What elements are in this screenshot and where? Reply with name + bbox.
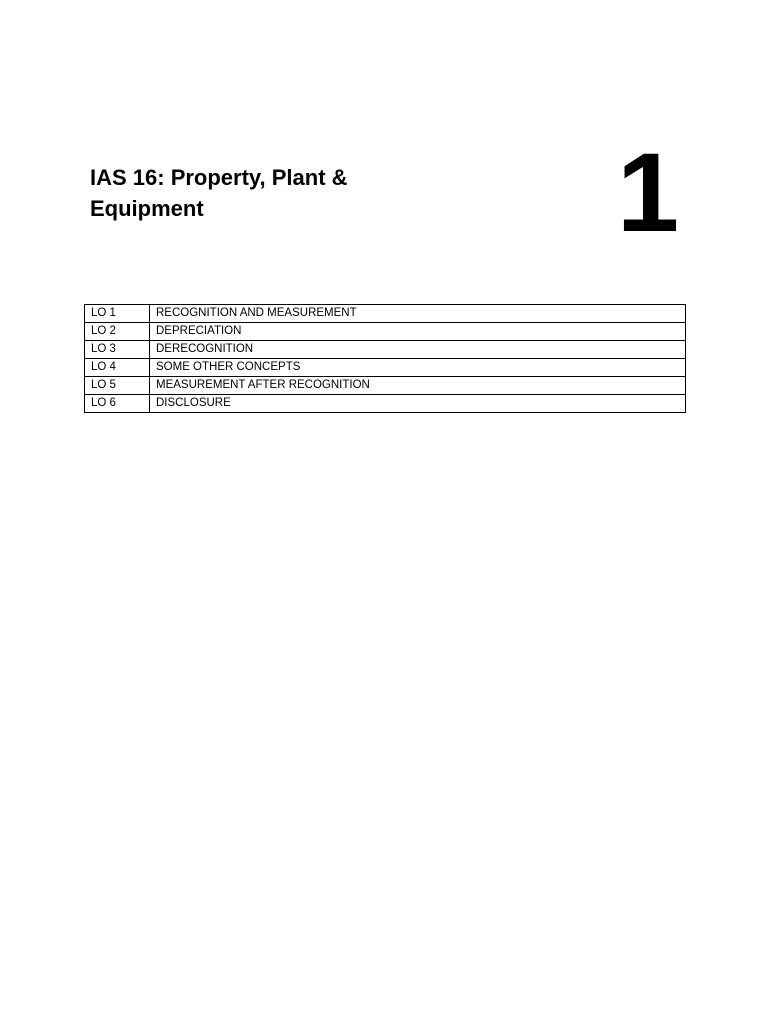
lo-topic-cell: SOME OTHER CONCEPTS <box>150 359 686 377</box>
lo-code-cell: LO 4 <box>85 359 150 377</box>
chapter-title <box>90 162 430 224</box>
table-row <box>85 359 686 377</box>
lo-topic-cell: DISCLOSURE <box>150 395 686 413</box>
chapter-number: 1 <box>616 130 680 255</box>
learning-outcomes-table <box>84 304 686 413</box>
lo-topic-cell: DEPRECIATION <box>150 323 686 341</box>
lo-topic-cell: MEASUREMENT AFTER RECOGNITION <box>150 377 686 395</box>
lo-code-cell: LO 2 <box>85 323 150 341</box>
table-row <box>85 323 686 341</box>
chapter-title-line-2: Equipment <box>90 196 204 221</box>
chapter-title-line-1: IAS 16: Property, Plant & <box>90 165 348 190</box>
table-row <box>85 377 686 395</box>
lo-code-cell: LO 6 <box>85 395 150 413</box>
lo-code-cell: LO 5 <box>85 377 150 395</box>
lo-topic-cell: DERECOGNITION <box>150 341 686 359</box>
lo-code-cell: LO 1 <box>85 305 150 323</box>
lo-code-cell: LO 3 <box>85 341 150 359</box>
table-row <box>85 341 686 359</box>
table-row <box>85 395 686 413</box>
lo-topic-cell: RECOGNITION AND MEASUREMENT <box>150 305 686 323</box>
table-row <box>85 305 686 323</box>
